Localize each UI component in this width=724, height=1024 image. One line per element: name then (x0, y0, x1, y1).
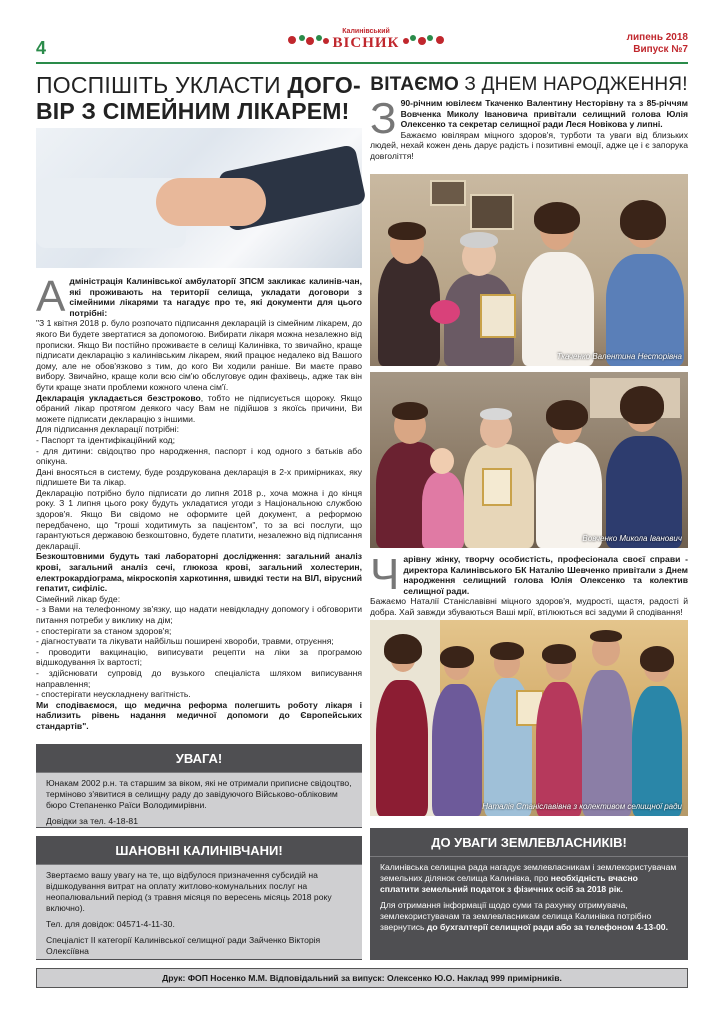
right-headline (370, 72, 688, 98)
article-paragraph: Ми сподіваємося, що медична реформа полегшить роботу лікаря і наблизить рівень надання медичної допомоги до Європейських стандартів". (36, 699, 362, 731)
article-paragraph: Декларацію потрібно було підписати до липня 2018 р., хоча можна і до кінця року. З 1 липня цього року будуть укладатися угоди з Національною службою здоров'я. Якщо Ви свідомо не оформите цей документ, а реформою передбачено, що "гроші ходитимуть за пацієнтом", то за всі послуги, що гарантуються державою безкоштовно, будете платити, незалежно від підписання декларації. (36, 487, 362, 551)
headline-part-1: ПОСПІШІТЬ УКЛАСТИ (36, 72, 288, 98)
article-paragraph: Бажаємо ювілярам міцного здоров'я, турботи та уваги від близьких людей, нехай кожен день дарує радість і позитивні емоції, адже це і є запорука довголіття! (370, 129, 688, 161)
article-paragraph: Безкоштовними будуть такі лабораторні дослідження: загальний аналіз крові, загальний аналіз сечі, глюкоза крові, загальний холестерин, електрокардіограма, мікроскопія харкотиння, швидкі тести на ВІЛ, вірусний гепатит, сифіліс. (36, 551, 362, 594)
notice-text: Для отримання інформації щодо суми та рахунку отримувача, землекористувачам та землевласникам селища Калинівка потрібно звернутись до бухгалтерії селищної ради або за телефоном 4-13-00. (380, 900, 668, 932)
article-lead: 90-річним ювілеєм Ткаченко Валентину Несторівну та з 85-річчям Вовченка Миколу Івановича привітали селищний голова Юлія Олексенко та секретар селищної ради Леся Новікова у липні. (400, 98, 688, 130)
floral-ornament-icon (286, 32, 330, 48)
page-header (36, 20, 688, 64)
newspaper-logo (286, 24, 446, 58)
article-paragraph: "З 1 квітня 2018 р. було розпочато підписання декларацій із сімейним лікарем, до якого Ви будете звертатися за допомогою. Вибирати лікаря можна незалежно від прописки. Якщо Ви постійно проживаєте в селищі Калинівка, то звичайно, краще підписати декларацію з калинівським лікарем, який працює недалеко від Вашого дому, але не обов'язково з тим, до кого Ви ходили раніше. Ви маєте право вибору. Звичайно, краще коли всю сім'ю обслуговує один фахівець, адже так він бути краще знати проблеми кожного члена сім'ї. (36, 318, 362, 392)
logo-small-text: Калинівський (342, 28, 390, 35)
article-lead: дміністрація Калинівської амбулаторії ЗПСМ закликає калинів-чан, які проживають на території селища, укладати договори з сімейними лікарями та нагадує про те, які документи для цього потрібні: (69, 276, 362, 318)
photo-jubilee-1 (370, 174, 688, 366)
logo-title: ВІСНИК (332, 35, 400, 51)
photo-caption: Ткаченко Валентина Несторівна (556, 352, 682, 361)
notice-text: Юнакам 2002 р.н. та старшим за віком, які не отримали приписне свідоцтво, терміново з'явитися в селищну раду до завідуючого Військово-обліковим бюро Степаненко Раїси Володимирівни. (46, 778, 352, 810)
article-list-item: - діагностувати та лікувати найбільш поширені хвороби, травми, отруєння; (36, 636, 334, 647)
notice-text: Калинівська селищна рада нагадує землевласникам і землекористувачам земельних ділянок селища Калинівка, про необхідність вчасно сплатити земельний податок з фізичних осіб за 2018 рік. (380, 862, 677, 894)
drop-cap: А (36, 272, 66, 321)
left-headline (36, 72, 362, 124)
notice-contact: Спеціаліст ІІ категорії Калинівської селищної ради Зайченко Вікторія Олексіївна (46, 935, 321, 956)
article-lead: арівну жінку, творчу особистість, професіонала своєї справи - директора Калинівського БК Наталію Шевченко привітали з Днем народження селищний голова Юлія Олексенко та колектив селищної ради. (403, 554, 688, 596)
notice-box-landowners (370, 828, 688, 960)
imprint-footer: Друк: ФОП Носенко М.М. Відповідальний за випуск: Олексенко Ю.О. Наклад 999 примірників. (36, 968, 688, 988)
article-paragraph: Для підписання декларації потрібні: (36, 424, 179, 435)
photo-jubilee-2 (370, 372, 688, 548)
article-paragraph: Дані вносяться в систему, буде роздрукована декларація в 2-х примірниках, яку підпишете Ви та лікар. (36, 466, 362, 488)
birthday-article-1 (370, 94, 688, 162)
article-list-item: - для дитини: свідоцтво про народження, паспорт і код одного з батьків або опікуна. (36, 445, 362, 467)
floral-ornament-icon (402, 32, 446, 48)
notice-box-residents (36, 836, 362, 960)
left-article-body (36, 272, 362, 732)
article-paragraph: Декларація укладається безстроково, тобто не підписується щороку. Якщо обраний лікар протягом деякого часу Вам не підійшов з якоїсь причини, Ви можете підписати декларацію з іншими. (36, 392, 362, 424)
article-list-item: - з Вами на телефонному зв'язку, що надати невідкладну допомогу і обговорити питання потреби у виклику на дім; (36, 604, 362, 625)
notice-title: УВАГА! (36, 744, 362, 773)
notice-phone: Тел. для довідок: 04571-4-11-30. (46, 919, 175, 929)
article-paragraph: Бажаємо Наталії Станіславівні міцного здоров'я, мудрості, щастя, радості й добра. Хай завжди збуваються Ваші мрії, втілюються всі задуми й сподівання! (370, 596, 688, 617)
issue-info (627, 32, 688, 56)
article-list-item: - проводити вакцинацію, виписувати рецепти на ліки за програмою відшкодування їх вартості; (36, 646, 362, 668)
page-number: 4 (36, 38, 47, 58)
photo-collective (370, 620, 688, 816)
notice-text: Звертаємо вашу увагу на те, що відбулося призначення субсидій на відшкодування витрат на оплату житлово-комунальних послуг на неопалювальний період (з травня місяця по вересень місяць 2018 року включно). (46, 870, 332, 913)
notice-box-attention (36, 744, 362, 828)
notice-phone: Довідки за тел. 4-18-81 (46, 816, 138, 826)
drop-cap: З (370, 94, 397, 143)
article-list-item: - Паспорт та ідентифікаційний код; (36, 434, 175, 445)
birthday-article-2 (370, 550, 688, 618)
photo-caption: Наталія Станіславівна з колективом селищної ради (482, 802, 682, 811)
headline-part-2: З ДНЕМ НАРОДЖЕННЯ! (458, 74, 688, 95)
issue-number: Випуск №7 (633, 44, 688, 55)
article-paragraph: Сімейний лікар буде: (36, 593, 121, 604)
article-list-item: - спостерігати за станом здоров'я; (36, 625, 172, 636)
article-list-item: - спостерігати неускладнену вагітність. (36, 689, 191, 700)
headline-part-1: ВІТАЄМО (370, 74, 459, 95)
headline-part-2: ДОГО- ВІР З СІМЕЙНИМ ЛІКАРЕМ! (36, 72, 361, 124)
notice-title: ДО УВАГИ ЗЕМЛЕВЛАСНИКІВ! (370, 828, 688, 857)
article-list-item: - здійснювати супровід до вузького спеціаліста шляхом виписування направлення; (36, 667, 362, 689)
notice-title: ШАНОВНІ КАЛИНІВЧАНИ! (36, 836, 362, 865)
drop-cap: Ч (370, 550, 400, 599)
handshake-photo (36, 128, 362, 268)
photo-caption: Вовченко Микола Іванович (582, 534, 682, 543)
issue-date: липень 2018 (626, 32, 688, 43)
